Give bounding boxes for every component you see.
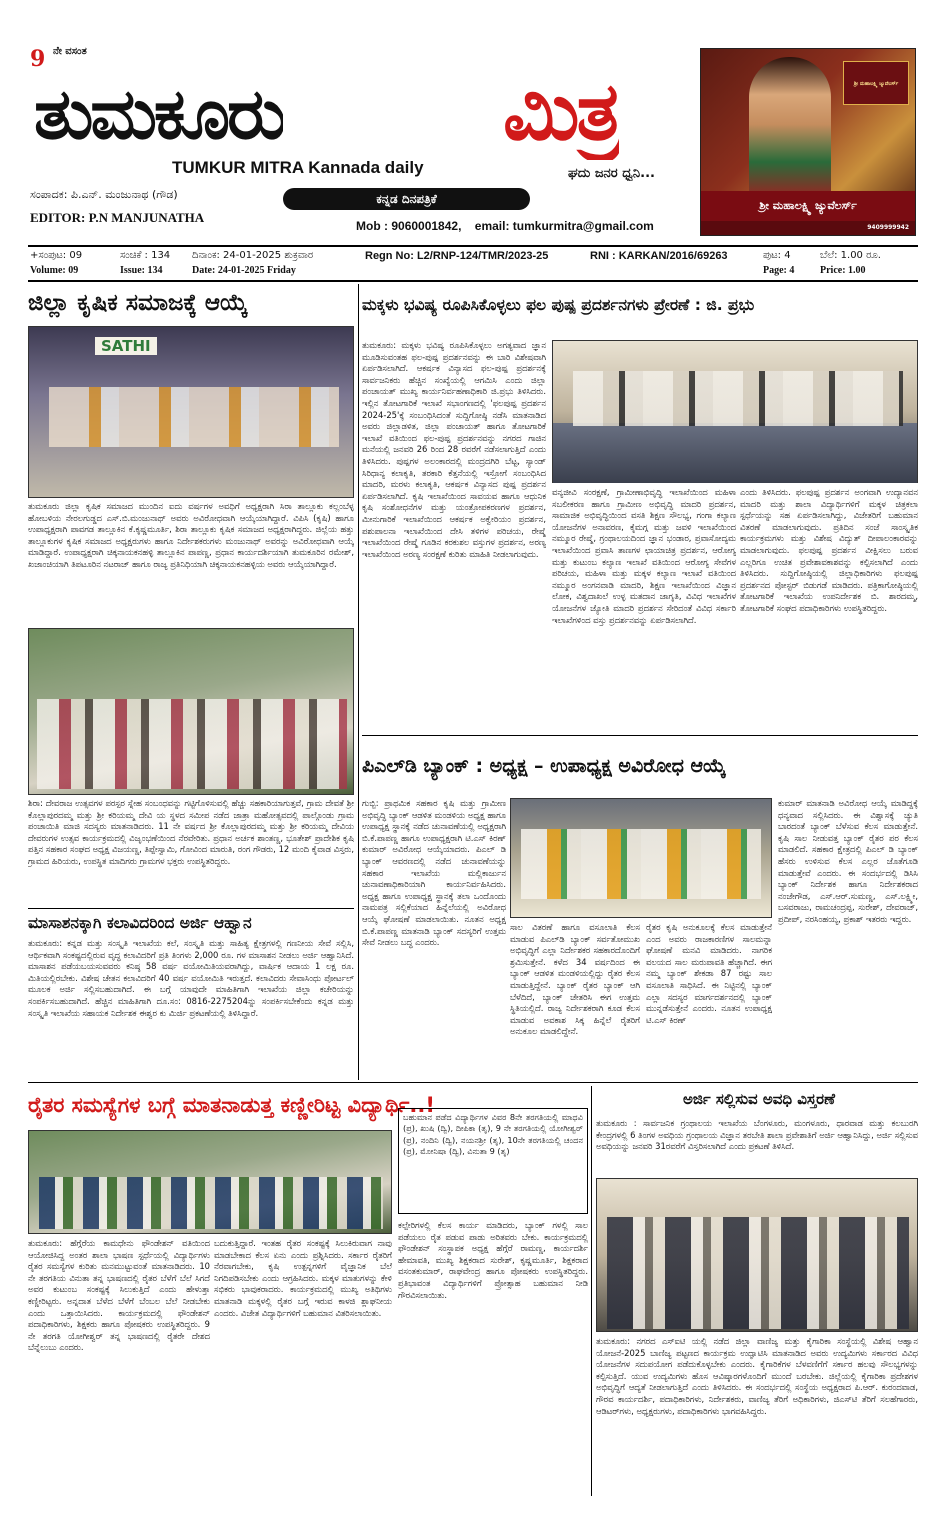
ad-phone: 9409999942 [867,224,909,231]
a7-photo [596,1178,918,1332]
price: Price: 1.00 [820,265,866,276]
masthead-subtitle: TUMKUR MITRA Kannada daily [172,158,424,177]
a7-headline: ಅರ್ಜಿ ಸಲ್ಲಿಸುವ ಅವಧಿ ವಿಸ್ತರಣೆ [682,1090,836,1108]
a5-photo [510,798,772,918]
a2-body: ಶಿರಾ: ದೇವರಾಜ ಉತ್ಸವಗಳ ಪರಸ್ಪರ ಸ್ನೇಹ ಸಂಬಂಧವನ್ನು ಗಟ್ಟಿಗೊಳಿಸುವಲ್ಲಿ ಹೆಚ್ಚು ಸಹಕಾರಿಯಾಗುತ್ತವೆ, ಗ್ರಾಮ ದೇವತೆ ಶ್ರೀ ಕೊಲ್ಲಾಪುರದಮ್ಮ ಮತ್ತು ಶ್ರೀ ಕರಿಯಮ್ಮ ದೇವಿ ಯ ಸ್ಥಳದ ಸಮೀಪ ನಡೆದ ಜಾತ್ರಾ ಮಹೋತ್ಸವದಲ್ಲಿ ಪಾಲ್ಗೊಂಡು ಗ್ರಾಮ ಪಂಚಾಯಿತಿ ಮಾಜಿ ಸದಸ್ಯರು ಮಾತನಾಡಿದರು. 11 ನೇ ವರ್ಷದ ಶ್ರೀ ಕೊಲ್ಲಾಪುರದಮ್ಮ ಮತ್ತು ಶ್ರೀ ಕರಿಯಮ್ಮ ದೇವಿಯ ದೇವರುಗಳ ಉತ್ಸವ ಕಾರ್ಯಕ್ರಮದಲ್ಲಿ ವಿಜೃಂಭಣೆಯಿಂದ ನೆರವೇರಿತು. ಪ್ರಧಾನ ಅರ್ಚಕ ಶಾಂತಣ್ಣ, ಭೂತೇಶ್ ಪ್ರಾದೇಶಿಕ ಕೃಷಿ ಪತ್ತಿನ ಸಹಕಾರ ಸಂಘದ ಅಧ್ಯಕ್ಷ ವಿಜಯಣ್ಣ, ತಿಪ್ಪೇಸ್ವಾಮಿ, ಗೋವಿಂದ ಮಾರುತಿ, ರಂಗ ಗೌಡರು, 12 ಮಂದಿ ಕೈವಾಡ ವಿಸ್ತರು, ಗ್ರಾಮದ ಹಿರಿಯರು, ಉಪಸ್ಥಿತ ಮಾದಿಗರು ಗ್ರಾಮಗಳ ಭಕ್ತರು ಉಪಸ್ಥಿತರಿದ್ದರು. [28,798,354,866]
a1-body: ತುಮಕೂರು ಜಿಲ್ಲಾ ಕೃಷಿಕ ಸಮಾಜದ ಮುಂದಿನ ಐದು ವರ್ಷಗಳ ಅವಧಿಗೆ ಅಧ್ಯಕ್ಷರಾಗಿ ಸಿರಾ ತಾಲ್ಲೂಕು ಕಲ್ಲಂಬೆಳ್ಳ ಹೋಬಳಿಯ ನೇರಲಗುಡ್ಡದ ಎಸ್.ಬಿ.ಮಂಜುನಾಥ್ ಅವರು ಅವಿರೋಧವಾಗಿ ಆಯ್ಕೆಯಾಗಿದ್ದಾರೆ. ವಿಪಿಸಿ (ಕೃಷಿ) ಹಾಗೂ ಉಪಾಧ್ಯಕ್ಷರಾಗಿ ಪಾವಗಡ ತಾಲ್ಲೂಕಿನ ಕೆ.ಕೃಷ್ಣಮೂರ್ತಿ, ಶಿರಾ ತಾಲ್ಲೂಕು ಕೃಷಿಕ ಸಮಾಜದ ಅಧ್ಯಕ್ಷರಾಗಿದ್ದರು. ಜಿಲ್ಲೆಯ ಹತ್ತು ತಾಲ್ಲೂಕುಗಳ ಕೃಷಿಕ ಸಮಾಜದ ಅಧ್ಯಕ್ಷರುಗಳು ಹಾಗೂ ನಿರ್ದೇಶಕರುಗಳು ಮಂಜುನಾಥ್ ಅವರನ್ನು ಅವಿರೋಧವಾಗಿ ಆಯ್ಕೆ ಮಾಡಿದ್ದಾರೆ. ಉಪಾಧ್ಯಕ್ಷರಾಗಿ ಚಿಕ್ಕನಾಯಕನಹಳ್ಳಿ ತಾಲ್ಲೂಕಿನ ಪಾಪಣ್ಣ, ಪ್ರಧಾನ ಕಾರ್ಯದರ್ಶಿಯಾಗಿ ತುಮಕೂರಿನ ರಮೇಶ್, ಖಜಾಂಚಿಯಾಗಿ ತಿಪಟೂರಿನ ನಟರಾಜ್ ಹಾಗೂ ರಾಜ್ಯ ಪ್ರತಿನಿಧಿಯಾಗಿ ಚಿಕ್ಕನಾಯಕನಹಳ್ಳಿಯ ಅವರು ಆಯ್ಕೆಯಾಗಿದ್ದಾರೆ. [28,501,354,569]
issue-kn: ಸಂಚಿಕೆ : 134 [120,250,171,261]
a1-photo-garlands [49,387,339,447]
date-kn: ದಿನಾಂಕ: 24-01-2025 ಶುಕ್ರವಾರ [192,250,314,261]
a4-col3: ಎಂದು ತಿಳಿಸಿದರು. ಫಲಪುಷ್ಪ ಪ್ರದರ್ಶನ ಅಂಗವಾಗಿ ಉದ್ಯಾನವನ ಮಾದರಿ ಮತ್ತು ಶಾಲಾ ವಿದ್ಯಾರ್ಥಿಗಳಿಗೆ ಮಕ್ಕಳ ಚಿತ್ರಕಲಾ ಸ್ಪರ್ಧೆಯನ್ನು ಸಹ ಏರ್ಪಡಿಸಲಾಗಿದ್ದು, ವಿಜೇತರಿಗೆ ಬಹುಮಾನ ವಿತರಣೆ ಮಾಡಲಾಗುವುದು. ಪ್ರತಿದಿನ ಸಂಜೆ ಸಾಂಸ್ಕೃತಿಕ ಕಾರ್ಯಕ್ರಮಗಳು ಮತ್ತು ವಿಶೇಷ ವಿದ್ಯುತ್ ದೀಪಾಲಂಕಾರವನ್ನು ಮಾಡಲಾಗುವುದು. ಫಲಪುಷ್ಪ ಪ್ರದರ್ಶನ ವೀಕ್ಷಿಸಲು ಬರುವ ಎಲ್ಲರಿಗೂ ಉಚಿತ ಪ್ರವೇಶಾವಕಾಶವನ್ನು ಕಲ್ಪಿಸಲಾಗಿದೆ ಎಂದು ತಿಳಿಸಿದರು. ಸುದ್ದಿಗೋಷ್ಠಿಯಲ್ಲಿ ಜಿಲ್ಲಾಧಿಕಾರಿಗಳು ಫಲಪುಷ್ಪ ಪ್ರದರ್ಶನದ ಪೋಸ್ಟರ್ ಬಿಡುಗಡೆ ಮಾಡಿದರು. ಪತ್ರಿಕಾಗೋಷ್ಠಿಯಲ್ಲಿ ತೋಟಗಾರಿಕೆ ಇಲಾಖೆಯ ಉಪನಿರ್ದೇಶಕ ಬಿ. ಶಾರದಮ್ಮ, ತೋಟಗಾರಿಕೆ ಸಂಘದ ಪದಾಧಿಕಾರಿಗಳು ಉಪಸ್ಥಿತರಿದ್ದರು. [740,487,918,613]
a6-winners-box [398,1108,588,1214]
a1-photo-banner: SATHI [95,337,157,355]
editor-english: EDITOR: P.N MANJUNATHA [30,210,205,225]
mob-label: Mob : [356,219,388,233]
a5-col1: ಗುಬ್ಬಿ: ಪ್ರಾಥಮಿಕ ಸಹಕಾರ ಕೃಷಿ ಮತ್ತು ಗ್ರಾಮೀಣ ಅಭಿವೃದ್ಧಿ ಬ್ಯಾಂಕ್ ಆಡಳಿತ ಮಂಡಳಿಯ ಅಧ್ಯಕ್ಷ ಹಾಗೂ ಉಪಾಧ್ಯಕ್ಷ ಸ್ಥಾನಕ್ಕೆ ನಡೆದ ಚುನಾವಣೆಯಲ್ಲಿ ಅಧ್ಯಕ್ಷರಾಗಿ ಬಿ.ಕೆ.ಪಾಪಣ್ಣ ಹಾಗೂ ಉಪಾಧ್ಯಕ್ಷರಾಗಿ ಟಿ.ಎಸ್ ಕಿರಣ್ ಕುಮಾರ್ ಅವಿರೋಧ ಆಯ್ಕೆಯಾದರು. ಪಿಎಲ್ ಡಿ ಬ್ಯಾಂಕ್ ಆವರಣದಲ್ಲಿ ನಡೆದ ಚುನಾವಣೆಯನ್ನು ಸಹಕಾರ ಇಲಾಖೆಯ ಮಲ್ಲಿಕಾರ್ಜುನ ಚುನಾವಣಾಧಿಕಾರಿಯಾಗಿ ಕಾರ್ಯನಿರ್ವಹಿಸಿದರು. ಅಧ್ಯಕ್ಷ ಹಾಗೂ ಉಪಾಧ್ಯಕ್ಷ ಸ್ಥಾನಕ್ಕೆ ತಲಾ ಒಂದೊಂದು ನಾಮಪತ್ರ ಸಲ್ಲಿಕೆಯಾದ ಹಿನ್ನೆಲೆಯಲ್ಲಿ ಅವಿರೋಧ ಆಯ್ಕೆ ಘೋಷಣೆ ಮಾಡಲಾಯಿತು. ನೂತನ ಅಧ್ಯಕ್ಷ ಬಿ.ಕೆ.ಪಾಪಣ್ಣ ಮಾತನಾಡಿ ಬ್ಯಾಂಕ್ ಸದಸ್ಯರಿಗೆ ಉತ್ತಮ ಸೇವೆ ನೀಡಲು ಬದ್ಧ ಎಂದರು. [362,798,506,948]
page-kn: ಪುಟ: 4 [763,250,791,261]
a5-top-rule [362,735,918,736]
edition-suffix: ನೇ ವಸಂತ [52,46,87,57]
volume: Volume: 09 [30,265,79,276]
a5-col2: ಸಾಲ ವಿತರಣೆ ಹಾಗೂ ವಸೂಲಾತಿ ಕೆಲಸ ಮಾಡುವ ಪಿಎಲ್‌ಡಿ ಬ್ಯಾಂಕ್ ಸರ್ವತೋಮುಖ ಅಭಿವೃದ್ಧಿಗೆ ಎಲ್ಲಾ ನಿರ್ದೇಶಕರ ಸಹಕಾರದೊಂದಿಗೆ ಶ್ರಮಿಸುತ್ತೇನೆ. ಕಳೆದ 34 ವರ್ಷದಿಂದ ಈ ಬ್ಯಾಂಕ್ ಆಡಳಿತ ಮಂಡಳಿಯಲ್ಲಿದ್ದು ರೈತರ ಕೆಲಸ ಮಾಡುತ್ತಿದ್ದೇನೆ. ಬ್ಯಾಂಕ್ ರೈತರ ಬ್ಯಾಂಕ್ ಆಗಿ ಬೆಳೆದಿದೆ, ಬ್ಯಾಂಕ್ ಚೇತರಿಸಿ ಈಗ ಉತ್ತಮ ಸ್ಥಿತಿಯಲ್ಲಿದೆ. ರಾಜ್ಯ ನಿರ್ದೇಶಕರಾಗಿ ಕೂಡ ಕೆಲಸ ಮಾಡುವ ಅವಕಾಶ ಸಿಕ್ಕ ಹಿನ್ನೆಲೆ ರೈತರಿಗೆ ಅನುಕೂಲ ಮಾಡಲಿದ್ದೇನೆ. [510,922,640,1037]
edition-number-value: 9 [30,46,46,72]
email-address: email: tumkurmitra@gmail.com [474,219,654,233]
date: Date: 24-01-2025 Friday [192,265,296,276]
a4-photo-people [573,371,903,426]
a1-photo [28,326,354,498]
infobar-bottom-rule [28,280,918,282]
ad-footer [701,221,915,235]
a7-body: ತುಮಕೂರು: ನಗರದ ಎಸ್‌ಐಟಿ ಯಲ್ಲಿ ನಡೆದ ಜಿಲ್ಲಾ ವಾಣಿಜ್ಯ ಮತ್ತು ಕೈಗಾರಿಕಾ ಸಂಸ್ಥೆಯಲ್ಲಿ ವಿಶೇಷ ಆಹ್ವಾನ ಯೋಜನೆ-2025 ಬಾಣಿಜ್ಯ ಪಟ್ಟಣದ ಕಾರ್ಯಕ್ರಮ ಉದ್ಘಾಟಿಸಿ ಮಾತನಾಡಿದ ಅವರು ಉದ್ಯಮಿಗಳು ಸರ್ಕಾರದ ವಿವಿಧ ಯೋಜನೆಗಳ ಸದುಪಯೋಗ ಪಡೆದುಕೊಳ್ಳಬೇಕು ಎಂದರು. ಕೈಗಾರಿಕೆಗಳ ಬೆಳವಣಿಗೆಗೆ ಸರ್ಕಾರ ಹಲವು ಸೌಲಭ್ಯಗಳನ್ನು ಕಲ್ಪಿಸುತ್ತಿದೆ. ಯುವ ಉದ್ಯಮಿಗಳು ಹೊಸ ಆವಿಷ್ಕಾರಗಳೊಂದಿಗೆ ಮುಂದೆ ಬರಬೇಕು. ಜಿಲ್ಲೆಯಲ್ಲಿ ಕೈಗಾರಿಕಾ ಪ್ರದೇಶಗಳ ಅಭಿವೃದ್ಧಿಗೆ ಆದ್ಯತೆ ನೀಡಲಾಗುತ್ತಿದೆ ಎಂದು ತಿಳಿಸಿದರು. ಈ ಸಂದರ್ಭದಲ್ಲಿ ಸಂಸ್ಥೆಯ ಅಧ್ಯಕ್ಷರಾದ ಪಿ.ಆರ್. ಕುರಂದವಾಡ, ಗೌರವ ಕಾರ್ಯದರ್ಶಿ, ಪದಾಧಿಕಾರಿಗಳು, ನಿರ್ದೇಶಕರು, ವಾಣಿಜ್ಯ ತೆರಿಗೆ ಅಧಿಕಾರಿಗಳು, ಜಿಎಸ್‌ಟಿ ತೆರಿಗೆ ಸಲಹೆಗಾರರು, ಆಡಿಟರ್‌ಗಳು, ಅಧ್ಯಕ್ಷರುಗಳು, ಪದಾಧಿಕಾರಿಗಳು ಭಾಗವಹಿಸಿದ್ದರು. [596,1336,918,1416]
price-kn: ಬೆಲೆ: 1.00 ರೂ. [820,250,881,261]
column-divider-left [358,284,359,1080]
a5-photo-garlands [521,829,761,899]
brand-small-text: ಶ್ರೀ ಮಹಾಲಕ್ಷ್ಮಿ ಜ್ಯುವೆಲರ್ಸ್ [853,81,899,87]
mob-number: 9060001842, [391,219,462,233]
a6-headline: ರೈತರ ಸಮಸ್ಯೆಗಳ ಬಗ್ಗೆ ಮಾತನಾಡುತ್ತ ಕಣ್ಣೀರಿಟ್ಟ ವಿದ್ಯಾರ್ಥಿ..! [28,1093,435,1117]
a6-col1: ತುಮಕೂರು: ಹೆಗ್ಗೆರೆಯ ಕಾಮಧೇನು ಫೌಂಡೇಶನ್ ವತಿಯಿಂದ ಆಯೋಜಿಸಿದ್ದ ಅಂತರ ಶಾಲಾ ಭಾಷಣ ಸ್ಪರ್ಧೆಯಲ್ಲಿ ವಿದ್ಯಾರ್ಥಿಗಳು ರೈತರ ಸಮಸ್ಯೆಗಳ ಕುರಿತು ಮನಮುಟ್ಟುವಂತೆ ಮಾತನಾಡಿದರು. 10 ನೇ ತರಗತಿಯ ವಿನುತಾ ತನ್ನ ಭಾಷಣದಲ್ಲಿ ರೈತರ ಬೆಳೆಗೆ ಬೆಲೆ ಸಿಗದೆ ಅವರ ಕುಟುಂಬ ಸಂಕಷ್ಟಕ್ಕೆ ಸಿಲುಕುತ್ತಿದೆ ಎಂದು ಹೇಳುತ್ತಾ ಕಣ್ಣೀರಿಟ್ಟರು. ಅನ್ನದಾತ ಬೆಳೆದ ಬೆಳೆಗೆ ಬೆಂಬಲ ಬೆಲೆ ನೀಡಬೇಕು ಎಂದು ಒತ್ತಾಯಿಸಿದರು. ಕಾರ್ಯಕ್ರಮದಲ್ಲಿ ಫೌಂಡೇಶನ್ ಪದಾಧಿಕಾರಿಗಳು, ಶಿಕ್ಷಕರು ಹಾಗೂ ಪೋಷಕರು ಉಪಸ್ಥಿತರಿದ್ದರು. 9 ನೇ ತರಗತಿ ಯೋಗೀಶ್ವರ್ ತನ್ನ ಭಾಷಣದಲ್ಲಿ ರೈತರೇ ದೇಶದ ಬೆನ್ನೆಲುಬು ಎಂದರು. [28,1238,210,1353]
brand-logo-icon [843,61,909,105]
rni-number: RNI : KARKAN/2016/69263 [590,250,728,262]
a3-top-rule [28,908,354,909]
a5-col3: ಕುಮಾರ್ ಮಾತನಾಡಿ ಅವಿರೋಧ ಆಯ್ಕೆ ಮಾಡಿದ್ದಕ್ಕೆ ಧನ್ಯವಾದ ಸಲ್ಲಿಸಿದರು. ಈ ವಿಶ್ವಾಸಕ್ಕೆ ಚ್ಯುತಿ ಬಾರದಂತೆ ಬ್ಯಾಂಕ್ ಬೆಳೆಸುವ ಕೆಲಸ ಮಾಡುತ್ತೇನೆ. ಕೃಷಿ ಸಾಲ ನೀಡುವತ್ತ ಬ್ಯಾಂಕ್ ರೈತರ ಪರ ಕೆಲಸ ಮಾಡಲಿದೆ. ಸಹಕಾರ ಕ್ಷೇತ್ರದಲ್ಲಿ ಪಿಎಲ್ ಡಿ ಬ್ಯಾಂಕ್ ಹೆಸರು ಉಳಿಸುವ ಕೆಲಸ ಎಲ್ಲರ ಜೊತೆಗೂಡಿ ಮಾಡುತ್ತೇವೆ ಎಂದರು. ಈ ಸಂದರ್ಭದಲ್ಲಿ ಡಿಸಿಸಿ ಬ್ಯಾಂಕ್ ನಿರ್ದೇಶಕ ಹಾಗೂ ನಿರ್ದೇಶಕರಾದ ನಂಜೇಗೌಡ, ಎಸ್.ಆರ್.ಸುಮಣ್ಣ, ಎಸ್.ಲಕ್ಷ್ಮೀ, ಬಸವರಾಜು, ರಾಮಚಂದ್ರಪ್ಪ, ಸುರೇಶ್, ದೇವರಾಜ್, ಪ್ರದೀಪ್, ನರಸಿಂಹಯ್ಯ, ಪ್ರಕಾಶ್ ಇತರರು ಇದ್ದರು. [778,798,918,924]
a4-col2: ವನ್ಯಜೀವಿ ಸಂರಕ್ಷಣೆ, ಗ್ರಾಮೀಣಾಭಿವೃದ್ಧಿ ಇಲಾಖೆಯಿಂದ ಮಹಿಳಾ ಸಬಲೀಕರಣ ಹಾಗೂ ಗ್ರಾಮೀಣ ಅಭಿವೃದ್ಧಿ ಮಾದರಿ ಪ್ರದರ್ಶನ, ಸಾಮಾಜಿಕ ಅಭಿವೃದ್ಧಿಯಿಂದ ವಸತಿ ಶಿಕ್ಷಣ ಸೌಲಭ್ಯ, ಗಂಗಾ ಕಲ್ಯಾಣ ಯೋಜನೆಗಳ ಅನಾವರಣ, ಕೈಮಗ್ಗ ಮತ್ತು ಜವಳಿ ಇಲಾಖೆಯಿಂದ ನಮ್ಮೂರ ರೇಷ್ಮೆ, ಗ್ರಂಥಾಲಯದಿಂದ ಜ್ಞಾನ ಭಂಡಾರ, ಪ್ರವಾಸೋದ್ಯಮ ಇಲಾಖೆಯಿಂದ ಪ್ರವಾಸಿ ತಾಣಗಳ ಛಾಯಾಚಿತ್ರ ಪ್ರದರ್ಶನ, ಆರೋಗ್ಯ ಮತ್ತು ಕುಟುಂಬ ಕಲ್ಯಾಣ ಇಲಾಖೆ ವತಿಯಿಂದ ಆರೋಗ್ಯ ಸೇವೆಗಳ ಪರಿಚಯ, ಮಹಿಳಾ ಮತ್ತು ಮಕ್ಕಳ ಕಲ್ಯಾಣ ಇಲಾಖೆ ವತಿಯಿಂದ ನಮ್ಮೂರ ಅಂಗನವಾಡಿ ಮಾದರಿ, ಶಿಕ್ಷಣ ಇಲಾಖೆಯಿಂದ ವಿಜ್ಞಾನ ಲೋಕ, ವಿಶ್ವದಾಖಲೆ ಉಳ್ಳ ಮತದಾನ ಜಾಗೃತಿ, ವಿವಿಧ ಇಲಾಖೆಗಳ ಯೋಜನೆಗಳ ಜ್ಯೋತಿ ಮಾದರಿ ಪ್ರದರ್ಶನ ಸೇರಿದಂತೆ ವಿವಿಧ ಸರ್ಕಾರಿ ಇಲಾಖೆಗಳಿಂದ ವಸ್ತು ಪ್ರದರ್ಶನವನ್ನು ಏರ್ಪಡಿಸಲಾಗಿದೆ. [552,487,736,625]
a7-intro: ತುಮಕೂರು : ಸಾರ್ವಜನಿಕ ಗ್ರಂಥಾಲಯ ಇಲಾಖೆಯ ಬೆಂಗಳೂರು, ಮಂಗಳೂರು, ಧಾರವಾಡ ಮತ್ತು ಕಲಬುರಗಿ ಕೇಂದ್ರಗಳಲ್ಲಿ 6 ತಿಂಗಳ ಅವಧಿಯ ಗ್ರಂಥಾಲಯ ವಿಜ್ಞಾನ ತರಬೇತಿ ಶಾಲಾ ಪ್ರವೇಶಾತಿಗೆ ಅರ್ಜಿ ಆಹ್ವಾನಿಸಿದ್ದು, ಅರ್ಜಿ ಸಲ್ಲಿಸುವ ಅವಧಿಯನ್ನು ಜನವರಿ 31ರವರೆಗೆ ವಿಸ್ತರಿಸಲಾಗಿದೆ ಎಂದು ಪ್ರಕಟಣೆ ತಿಳಿಸಿದೆ. [596,1118,918,1152]
editor-kannada: ಸಂಪಾದಕ: ಪಿ.ಎನ್. ಮಂಜುನಾಥ (ಗೌಡ) [30,188,178,201]
volume-kn: +ಸಂಪುಟ: 09 [30,250,83,261]
a6-col3: ಕಲ್ಪೇರಿಗಳಲ್ಲಿ ಕೆಲಸ ಕಾರ್ಯ ಮಾಡಿದರು, ಬ್ಯಾಂಕ್ ಗಳಲ್ಲಿ ಸಾಲ ಪಡೆಯಲು ರೈತ ಪಡುವ ಪಾಡು ಅರಿತವರು ಬೇಕು. ಕಾರ್ಯಕ್ರಮದಲ್ಲಿ ಫೌಂಡೇಶನ್ ಸಂಸ್ಥಾಪಕ ಅಧ್ಯಕ್ಷ ಹೆಗ್ಗೆರೆ ರಾಮಣ್ಣ, ಕಾರ್ಯದರ್ಶಿ ಹೇಮಾವತಿ, ಮುಖ್ಯ ಶಿಕ್ಷಕರಾದ ಸುರೇಶ್, ಕೃಷ್ಣಮೂರ್ತಿ, ಶಿಕ್ಷಕರಾದ ವಸಂತಕುಮಾರ್, ರಾಘವೇಂದ್ರ ಹಾಗೂ ಪೋಷಕರು ಉಪಸ್ಥಿತರಿದ್ದರು. ಪ್ರತಿಭಾವಂತ ವಿದ್ಯಾರ್ಥಿಗಳಿಗೆ ಪ್ರೋತ್ಸಾಹ ಬಹುಮಾನ ನೀಡಿ ಗೌರವಿಸಲಾಯಿತು. [398,1220,588,1300]
masthead-tagline: ಘದು ಜನರ ಧ್ವನಿ... [568,166,655,181]
jewellery-advertisement [700,48,916,236]
a6-photo [28,1130,392,1234]
infobar-row-1 [30,249,918,263]
a4-photo [552,340,918,483]
daily-label: ಕನ್ನಡ ದಿನಪತ್ರಿಕೆ [376,192,437,206]
a3-headline: ಮಾಸಾಶನಕ್ಕಾಗಿ ಕಲಾವಿದರಿಂದ ಅರ್ಜಿ ಆಹ್ವಾನ [28,914,252,932]
a6-winners-text: ಬಹುಮಾನ ಪಡೆದ ವಿದ್ಯಾರ್ಥಿಗಳ ವಿವರ 8ನೇ ತರಗತಿಯಲ್ಲಿ ಮಾಧವಿ (ಪ್ರ), ಖುಷಿ (ದ್ವಿ), ದೀಪಿಕಾ (ತೃ), 9 ನೇ ತರಗತಿಯಲ್ಲಿ ಯೋಗೀಶ್ವರ್ (ಪ್ರ), ನಂದಿನಿ (ದ್ವಿ), ನಯನಶ್ರೀ (ತೃ), 10ನೇ ತರಗತಿಯಲ್ಲಿ ಚಂದನ (ಪ್ರ), ಮೋನಿಷಾ (ದ್ವಿ), ವಿನುತಾ 9 (ತೃ) [403,1112,583,1157]
issue: Issue: 134 [120,265,163,276]
page: Page: 4 [763,265,795,276]
masthead [0,0,945,245]
a5-col2b: ರೈತರ ಕೃಷಿ ಅನುಕೂಲಕ್ಕೆ ಕೆಲಸ ಮಾಡುತ್ತೇನೆ ಎಂದ ಅವರು ರಾಜಕಾರಣಿಗಳ ಸಾಲಮನ್ನಾ ಘೋಷಣೆ ಮನವಿ ಮಾಡಿದರು. ನಾಗರಿಕ ವಲಯದ ಸಾಲ ಮರುಪಾವತಿ ಹೆಚ್ಚಾಗಿದೆ. ಈಗ ನಮ್ಮ ಬ್ಯಾಂಕ್ ಶೇಕಡಾ 87 ರಷ್ಟು ಸಾಲ ವಸೂಲಾತಿ ಸಾಧಿಸಿದೆ. ಈ ನಿಟ್ಟಿನಲ್ಲಿ ಬ್ಯಾಂಕ್ ಎಲ್ಲಾ ಸದಸ್ಯರ ಮಾರ್ಗದರ್ಶನದಲ್ಲಿ ಬ್ಯಾಂಕ್ ಮುನ್ನಡೆಸುತ್ತೇನೆ ಎಂದರು. ನೂತನ ಉಪಾಧ್ಯಕ್ಷ ಟಿ.ಎಸ್ ಕಿರಣ್ [646,922,772,1025]
a4-headline: ಮಕ್ಕಳು ಭವಿಷ್ಯ ರೂಪಿಸಿಕೊಳ್ಳಲು ಫಲ ಪುಷ್ಪ ಪ್ರದರ್ಶನಗಳು ಪ್ರೇರಣೆ : ಜಿ. ಪ್ರಭು [362,296,755,314]
column-divider-lower [591,1086,592,1496]
a6-photo-students [39,1177,383,1229]
a6-col2: ಬದುಕುತ್ತಿದ್ದಾರೆ. ಇಂತಹ ರೈತರ ಸಂಕಷ್ಟಕ್ಕೆ ಸಿಲುಕಿರುವಾಗ ನಾವು ಮಾಡಬೇಕಾದ ಕೆಲಸ ಏನು ಎಂದು ಪ್ರಶ್ನಿಸಿದರು. ಸರ್ಕಾರ ರೈತರಿಗೆ ನೆರವಾಗಬೇಕು, ಕೃಷಿ ಉತ್ಪನ್ನಗಳಿಗೆ ವೈಜ್ಞಾನಿಕ ಬೆಲೆ ನಿಗದಿಪಡಿಸಬೇಕು ಎಂದು ಆಗ್ರಹಿಸಿದರು. ಮಕ್ಕಳ ಮಾತುಗಳನ್ನು ಕೇಳಿ ಸಭಿಕರು ಭಾವುಕರಾದರು. ಕಾರ್ಯಕ್ರಮದಲ್ಲಿ ಮುಖ್ಯ ಅತಿಥಿಗಳು ಮಾತನಾಡಿ ಮಕ್ಕಳಲ್ಲಿ ರೈತರ ಬಗ್ಗೆ ಇರುವ ಕಾಳಜಿ ಶ್ಲಾಘನೀಯ ಎಂದರು. ವಿಜೇತ ವಿದ್ಯಾರ್ಥಿಗಳಿಗೆ ಬಹುಮಾನ ವಿತರಿಸಲಾಯಿತು. [214,1238,392,1318]
a2-photo-people [37,699,347,789]
regn-number: Regn No: L2/RNP-124/TMR/2023-25 [365,250,549,262]
brand-banner [701,191,915,221]
brand-main-text: ಶ್ರೀ ಮಹಾಲಕ್ಷ್ಮಿ ಜ್ಯುವೆಲರ್ಸ್ [759,199,857,212]
infobar-row-2 [30,264,918,278]
a4-col1: ತುಮಕೂರು: ಮಕ್ಕಳು ಭವಿಷ್ಯ ರೂಪಿಸಿಕೊಳ್ಳಲು ಅಗತ್ಯವಾದ ಜ್ಞಾನ ಮೂಡಿಸುವಂತಹ ಫಲ-ಪುಷ್ಪ ಪ್ರದರ್ಶನವನ್ನು ಈ ಬಾರಿ ವಿಶೇಷವಾಗಿ ಏರ್ಪಡಿಸಲಾಗಿದೆ. ಆಕರ್ಷಕ ವಿನ್ಯಾಸದ ಫಲ-ಪುಷ್ಪ ಪ್ರದರ್ಶನಕ್ಕೆ ಸಾರ್ವಜನಿಕರು ಹೆಚ್ಚಿನ ಸಂಖ್ಯೆಯಲ್ಲಿ ಆಗಮಿಸಿ ಎಂದು ಜಿಲ್ಲಾ ಪಂಚಾಯತ್ ಮುಖ್ಯ ಕಾರ್ಯನಿರ್ವಹಣಾಧಿಕಾರಿ ಜಿ.ಪ್ರಭು ತಿಳಿಸಿದರು. ಇಲ್ಲಿನ ತೋಟಗಾರಿಕೆ ಇಲಾಖೆ ಸಭಾಂಗಣದಲ್ಲಿ 'ಫಲಪುಷ್ಪ ಪ್ರದರ್ಶನ 2024-25'ಕ್ಕೆ ಸಂಬಂಧಿಸಿದಂತೆ ಸುದ್ದಿಗೋಷ್ಠಿ ನಡೆಸಿ ಮಾತನಾಡಿದ ಅವರು ಜಿಲ್ಲಾಡಳಿತ, ಜಿಲ್ಲಾ ಪಂಚಾಯತ್ ಹಾಗೂ ತೋಟಗಾರಿಕೆ ಇಲಾಖೆ ವತಿಯಿಂದ ಫಲ-ಪುಷ್ಪ ಪ್ರದರ್ಶನವನ್ನು ನಗರದ ಗಾಜಿನ ಮನೆಯಲ್ಲಿ ಜನವರಿ 26 ರಿಂದ 28 ರವರೆಗೆ ನಡೆಸಲಾಗುತ್ತಿದೆ ಎಂದು ತಿಳಿಸಿದರು. ಪುಷ್ಪಗಳ ಅಲಂಕಾರದಲ್ಲಿ ಮಂದ್ರದಗಿರಿ ಬೆಟ್ಟ, ಸ್ಯಾಂಡ್ ಸಿರಿಧಾನ್ಯ ಕಲಾಕೃತಿ, ತರಕಾರಿ ಕೆತ್ತನೆಯಲ್ಲಿ ಇಸ್ರೋಗೆ ಸಂಬಂಧಿಸಿದ ಮಾದರಿ, ಮರಳು ಕಲಾಕೃತಿ, ಆಕರ್ಷಕ ವಿನ್ಯಾಸದ ಪುಷ್ಪ ಪ್ರದರ್ಶನ ಏರ್ಪಡಿಸಲಾಗಿದೆ. ಕೃಷಿ ಇಲಾಖೆಯಿಂದ ಸಾವಯವ ಹಾಗೂ ಆಧುನಿಕ ಕೃಷಿ ಸಂಶೋಧನೆಗಳ ಮತ್ತು ಯಂತ್ರೋಪಕರಣಗಳ ಪ್ರದರ್ಶನ, ಮೀನುಗಾರಿಕೆ ಇಲಾಖೆಯಿಂದ ಆಕರ್ಷಕ ಅಕ್ವೇರಿಯಂ ಪ್ರದರ್ಶನ, ಪಶುಪಾಲನಾ ಇಲಾಖೆಯಿಂದ ದೇಸಿ ತಳಿಗಳ ಪರಿಚಯ, ರೇಷ್ಮೆ ಇಲಾಖೆಯಿಂದ ರೇಷ್ಮೆ ಗೂಡಿನ ಕರಕುಶಲ ವಸ್ತುಗಳ ಪ್ರದರ್ಶನ, ಅರಣ್ಯ ಇಲಾಖೆಯಿಂದ ಅರಣ್ಯ ಸಂರಕ್ಷಣೆ ಕುರಿತು ಮಾಹಿತಿ ನೀಡಲಾಗುವುದು. [362,340,546,559]
daily-label-badge [283,188,530,210]
contact-line [356,219,654,233]
a3-body: ತುಮಕೂರು: ಕನ್ನಡ ಮತ್ತು ಸಂಸ್ಕೃತಿ ಇಲಾಖೆಯ ಕಲೆ, ಸಂಸ್ಕೃತಿ ಮತ್ತು ಸಾಹಿತ್ಯ ಕ್ಷೇತ್ರಗಳಲ್ಲಿ ಗಣನೀಯ ಸೇವೆ ಸಲ್ಲಿಸಿ, ಆರ್ಥಿಕವಾಗಿ ಸಂಕಷ್ಟದಲ್ಲಿರುವ ವೃದ್ಧ ಕಲಾವಿದರಿಗೆ ಪ್ರತಿ ತಿಂಗಳು 2,000 ರೂ. ಗಳ ಮಾಸಾಶನ ನೀಡಲು ಅರ್ಜಿ ಆಹ್ವಾನಿಸಿದೆ. ಮಾಸಾಶನ ಪಡೆಯಬಯಸುವವರು ಕನಿಷ್ಠ 58 ವರ್ಷ ವಯೋಮಿತಿಯವರಾಗಿದ್ದು, ವಾರ್ಷಿಕ ಆದಾಯ 1 ಲಕ್ಷ ರೂ. ಮಿತಿಯಲ್ಲಿರಬೇಕು. ವಿಶೇಷ ಚೇತನ ಕಲಾವಿದರಿಗೆ 40 ವರ್ಷ ವಯೋಮಿತಿ ಇರುತ್ತದೆ. ಕಲಾವಿದರು ಸೇವಾಸಿಂಧು ಪೋರ್ಟಲ್ ಮೂಲಕ ಅರ್ಜಿ ಸಲ್ಲಿಸಬಹುದಾಗಿದೆ. ಈ ಬಗ್ಗೆ ಯಾವುದೇ ಮಾಹಿತಿಗಾಗಿ ಇಲಾಖೆಯ ಜಿಲ್ಲಾ ಕಚೇರಿಯನ್ನು ಸಂಪರ್ಕಿಸಬಹುದಾಗಿದೆ. ಹೆಚ್ಚಿನ ಮಾಹಿತಿಗಾಗಿ ದೂ.ಸಂ: 0816-2275204ನ್ನು ಸಂಪರ್ಕಿಸಬೇಕೆಂದು ಕನ್ನಡ ಮತ್ತು ಸಂಸ್ಕೃತಿ ಇಲಾಖೆಯ ಸಹಾಯಕ ನಿರ್ದೇಶಕ ಈಶ್ವರ ಕು ಮಿರ್ಜಿ ಪ್ರಕಟಣೆಯಲ್ಲಿ ತಿಳಿಸಿದ್ದಾರೆ. [28,938,354,1018]
masthead-title-part1: ತುಮಕೂರು [34,73,284,155]
a4-photo-table [553,423,917,483]
model-portrait [749,57,831,207]
a2-photo [28,628,354,795]
a1-headline: ಜಿಲ್ಲಾ ಕೃಷಿಕ ಸಮಾಜಕ್ಕೆ ಆಯ್ಕೆ [28,290,248,316]
masthead-title-part2: ಮಿತ್ರ [503,65,620,158]
edition-number [30,46,87,72]
a7-photo-people [607,1217,909,1329]
infobar-top-rule [28,245,918,247]
a5-headline: ಪಿಎಲ್‌ಡಿ ಬ್ಯಾಂಕ್ : ಅಧ್ಯಕ್ಷ – ಉಪಾಧ್ಯಕ್ಷ ಅವಿರೋಧ ಆಯ್ಕೆ [362,755,726,777]
